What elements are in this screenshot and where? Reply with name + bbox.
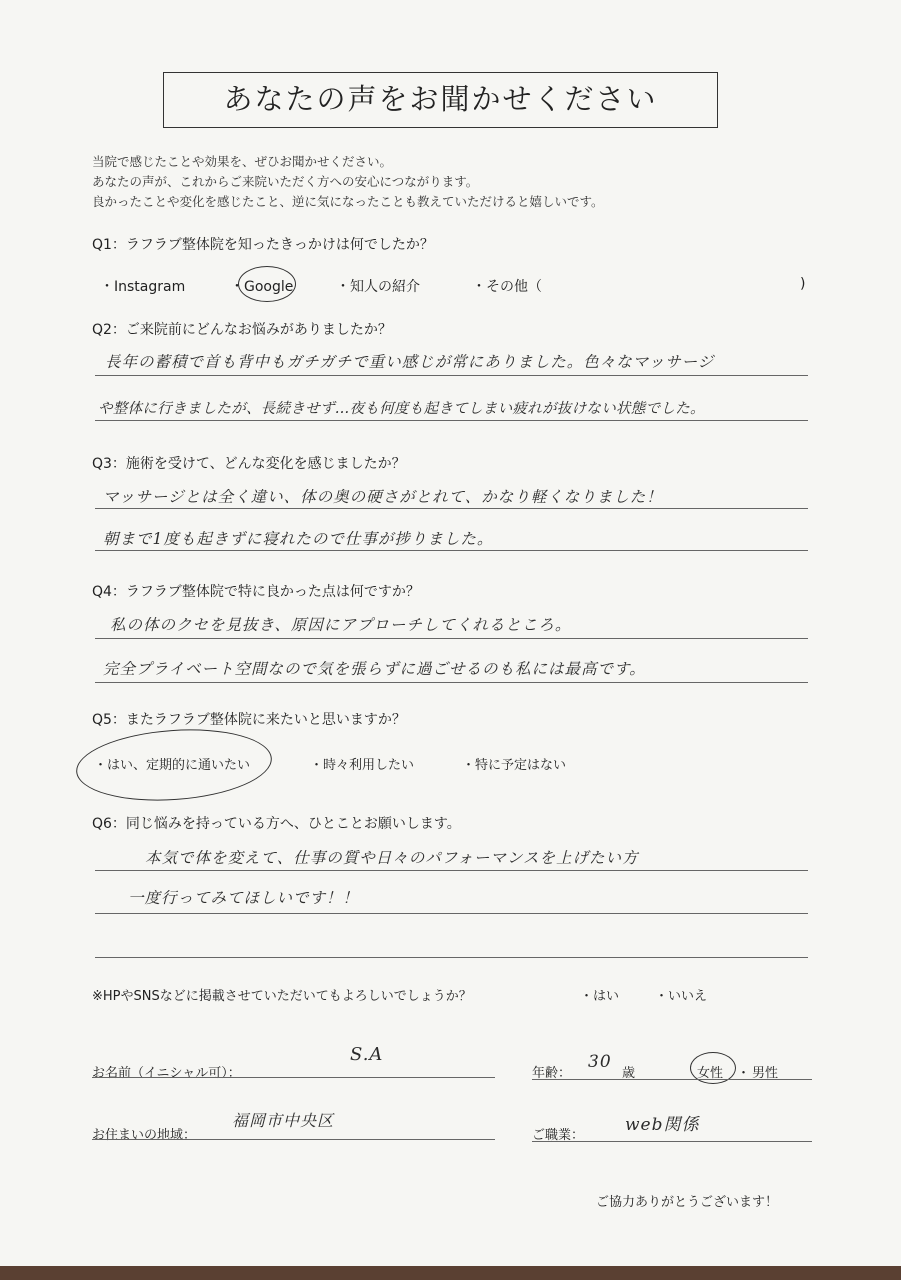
intro-line: あなたの声が、これからご来院いただく方への安心につながります。 (92, 174, 479, 189)
name-label: お名前（イニシャル可）： (92, 1066, 241, 1081)
page-title: あなたの声をお聞かせください (163, 72, 718, 128)
gender-female: 女性 (697, 1066, 724, 1081)
q2-answer-line: 長年の蓄積で首も背中もガチガチで重い感じが常にありました。色々なマッサージ (105, 353, 715, 371)
q5-option-sometimes: ・時々利用したい (310, 758, 415, 773)
consent-option-yes: ・はい (580, 989, 620, 1004)
age-unit: 歳 (622, 1066, 636, 1081)
age-label: 年齢： (532, 1066, 572, 1081)
q5-option-no-plan: ・特に予定はない (462, 758, 567, 773)
consent-question: ※HPやSNSなどに掲載させていただいてもよろしいでしょうか？ (92, 989, 472, 1004)
job-rule (532, 1141, 812, 1142)
q2-answer-line: や整体に行きましたが、長続きせず…夜も何度も起きてしまい疲れが抜けない状態でした。 (98, 401, 705, 417)
q1-option-google: ・Google (230, 279, 294, 295)
answer-rule (95, 913, 808, 914)
answer-rule (95, 957, 808, 958)
answer-rule (95, 420, 808, 421)
answer-rule (95, 550, 808, 551)
q3-answer-line: 朝まで1度も起きずに寝れたので仕事が捗りました。 (103, 530, 494, 548)
area-rule (92, 1139, 495, 1140)
q6-answer-line: 本気で体を変えて、仕事の質や日々のパフォーマンスを上げたい方 (145, 849, 639, 867)
name-rule (92, 1077, 495, 1078)
thanks-text: ご協力ありがとうございます！ (596, 1195, 779, 1210)
selection-circle (74, 723, 274, 807)
gender-male: 男性 (752, 1066, 779, 1081)
age-value: 30 (588, 1052, 612, 1072)
q5-question: Q5：またラフラブ整体院に来たいと思いますか？ (92, 712, 406, 728)
q6-question: Q6：同じ悩みを持っている方へ、ひとことお願いします。 (92, 816, 461, 832)
answer-rule (95, 682, 808, 683)
answer-rule (95, 870, 808, 871)
area-label: お住まいの地域： (92, 1128, 197, 1143)
answer-rule (95, 375, 808, 376)
selection-circle (238, 266, 296, 302)
q1-close-paren: ) (800, 276, 806, 292)
name-value: S.A (350, 1044, 384, 1065)
area-value: 福岡市中央区 (232, 1111, 335, 1130)
q3-question: Q3：施術を受けて、どんな変化を感じましたか？ (92, 456, 406, 472)
intro-line: 当院で感じたことや効果を、ぜひお聞かせください。 (92, 154, 393, 169)
age-rule (532, 1079, 812, 1080)
q6-answer-line: 一度行ってみてほしいです！！ (128, 889, 360, 907)
answer-rule (95, 638, 808, 639)
job-value: web関係 (625, 1115, 700, 1135)
q1-option-instagram: ・Instagram (100, 279, 186, 295)
q3-answer-line: マッサージとは全く違い、体の奥の硬さがとれて、かなり軽くなりました！ (103, 488, 663, 506)
q1-option-other: ・その他（ (472, 279, 542, 295)
gender-separator: ・ (737, 1066, 751, 1081)
q5-option-regular: ・はい、定期的に通いたい (94, 758, 251, 773)
consent-option-no: ・いいえ (655, 989, 708, 1004)
intro-line: 良かったことや変化を感じたこと、逆に気になったことも教えていただけると嬉しいです。 (92, 194, 604, 209)
q1-question: Q1：ラフラブ整体院を知ったきっかけは何でしたか？ (92, 237, 434, 253)
job-label: ご職業： (532, 1128, 585, 1143)
q4-question: Q4：ラフラブ整体院で特に良かった点は何ですか？ (92, 584, 420, 600)
answer-rule (95, 508, 808, 509)
q2-question: Q2：ご来院前にどんなお悩みがありましたか？ (92, 322, 392, 338)
q4-answer-line: 私の体のクセを見抜き、原因にアプローチしてくれるところ。 (110, 616, 572, 634)
q1-option-referral: ・知人の紹介 (336, 279, 420, 295)
q4-answer-line: 完全プライベート空間なので気を張らずに過ごせるのも私には最高です。 (103, 660, 646, 678)
